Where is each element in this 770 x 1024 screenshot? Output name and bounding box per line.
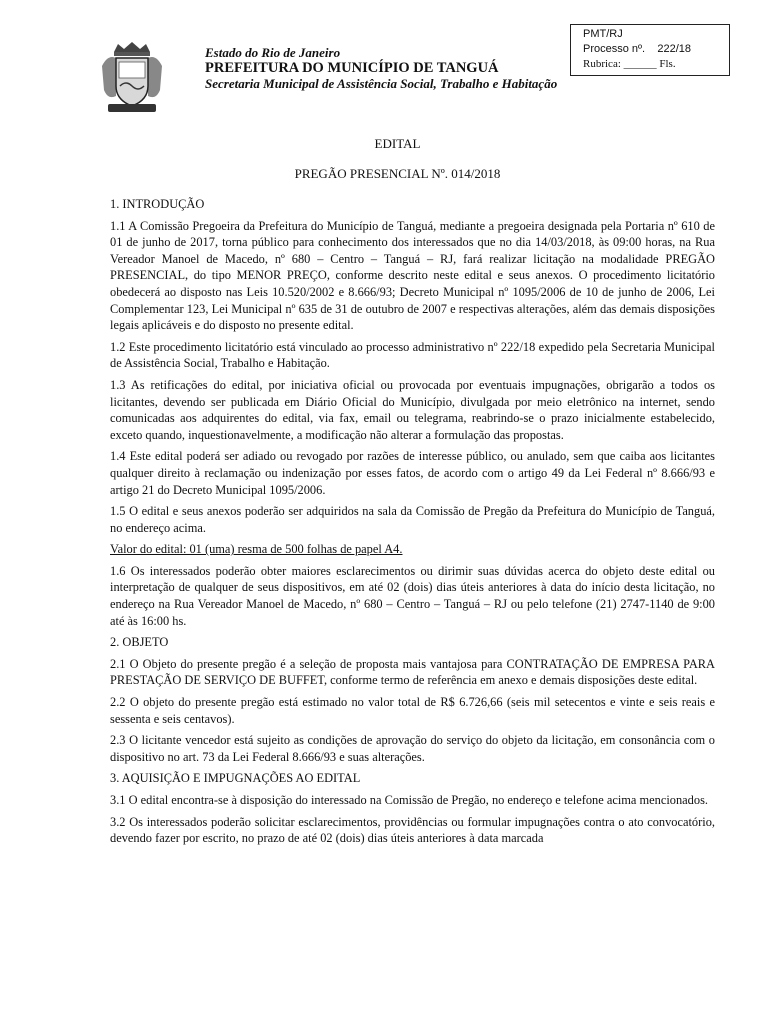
paragraph: 2.1 O Objeto do presente pregão é a seleção de proposta mais vantajosa para CONTRATAÇÃO DE EMPRESA PARA PRESTAÇÃO DE SERVIÇO DE BUFFET, conforme termo de referência em anexo e demais disposições deste edital. <box>110 656 715 688</box>
paragraph: 3.2 Os interessados poderão solicitar esclarecimentos, providências ou formular impugnações contra o ato convocatório, devendo fazer por escrito, no prazo de até 02 (dois) dias úteis anteriores à data marcada <box>110 814 715 846</box>
paragraph: 1.2 Este procedimento licitatório está vinculado ao processo administrativo nº 222/18 expedido pela Secretaria Municipal de Assistência Social, Trabalho e Habitação. <box>110 339 715 371</box>
paragraph: 1.4 Este edital poderá ser adiado ou revogado por razões de interesse público, ou anulado, sem que caiba aos licitantes qualquer direito à reclamação ou indenização por esses fatos, de acordo com o artigo 49 da Lei Federal nº 8.666/93 e artigo 21 do Decreto Municipal 1095/2006. <box>110 449 715 497</box>
paragraph: 1.3 As retificações do edital, por iniciativa oficial ou provocada por eventuais impugnações, obrigarão a todos os licitantes, devendo ser publicada em Diário Oficial do Município, divulgada por meio eletrônico na internet, sendo comunicadas aos adquirentes do edital, via fax, email ou telegrama, reabrindo-se o prazo inicialmente estabelecido, exceto quando, inquestionavelmente, a modificação não alterar a formulação das propostas. <box>110 377 715 442</box>
edital-value-note: Valor do edital: 01 (uma) resma de 500 folhas de papel A4. <box>110 542 403 557</box>
stamp-process-label: Processo nº. <box>583 43 646 55</box>
paragraph: 2.3 O licitante vencedor está sujeito as condições de aprovação do serviço do objeto da licitação, em consonância com o dispositivo no art. 73 da Lei Federal 8.666/93 e suas alterações. <box>110 733 715 764</box>
stamp-process-number: 222/18 <box>657 43 691 55</box>
section-heading: 2. OBJETO <box>110 635 169 650</box>
municipal-coat-of-arms-icon <box>100 40 164 114</box>
paragraph: 2.2 O objeto do presente pregão está estimado no valor total de R$ 6.726,66 (seis mil setecentos e vinte e seis reais e sessenta e seis centavos). <box>110 695 715 726</box>
paragraph: 3.1 O edital encontra-se à disposição do interessado na Comissão de Pregão, no endereço e telefone acima mencionados. <box>110 793 708 807</box>
paragraph: 1.5 O edital e seus anexos poderão ser adquiridos na sala da Comissão de Pregão da Prefeitura do Município de Tanguá, no endereço acima. <box>110 504 715 535</box>
stamp-line-1: PMT/RJ <box>583 28 623 40</box>
section-heading: 1. INTRODUÇÃO <box>110 197 205 211</box>
document-subtitle: PREGÃO PRESENCIAL Nº. 014/2018 <box>294 166 501 181</box>
protocol-stamp <box>570 24 730 76</box>
prefeitura-name: PREFEITURA DO MUNICÍPIO DE TANGUÁ <box>205 60 499 76</box>
section-heading: 3. AQUISIÇÃO E IMPUGNAÇÕES AO EDITAL <box>110 771 361 786</box>
letterhead <box>205 45 565 91</box>
stamp-rubrica: Rubrica: ______ Fls. <box>583 58 676 70</box>
paragraph: 1.1 A Comissão Pregoeira da Prefeitura do Município de Tanguá, mediante a pregoeira designada pela Portaria nº 610 de 01 de junho de 2017, torna público para conhecimento dos interessados que no dia 14/03/2018, às 09:00 horas, na Rua Vereador Manoel de Macedo, nº 680 – Centro – Tanguá – RJ, fará realizar licitação na modalidade PREGÃO PRESENCIAL, do tipo MENOR PREÇO, conforme descrito neste edital e seus anexos. O procedimento licitatório obedecerá ao disposto nas Leis 10.520/2002 e 8.666/93; Decreto Municipal nº 1095/2006 de 10 de junho de 2006, Lei Complementar 123, Lei Municipal nº 635 de 31 de outubro de 2007 e respectivas alterações, além das demais disposições legais aplicáveis e do disposto no presente edital. <box>110 218 715 333</box>
paragraph: 1.6 Os interessados poderão obter maiores esclarecimentos ou dirimir suas dúvidas acerca do objeto deste edital ou interpretação de qualquer de seus dispositivos, em até 02 (dois) dias úteis anteriores à data do início desta licitação, no endereço na Rua Vereador Manoel de Macedo, nº 680 – Centro – Tanguá – RJ ou pelo telefone (21) 2747-1140 de 9:00 até às 16:00 hs. <box>110 563 715 628</box>
state-name: Estado do Rio de Janeiro <box>205 45 341 60</box>
stamp-process-line <box>583 42 729 57</box>
document-title: EDITAL <box>374 136 421 151</box>
secretaria-name: Secretaria Municipal de Assistência Social, Trabalho e Habitação <box>205 76 558 91</box>
document-body <box>110 196 715 852</box>
